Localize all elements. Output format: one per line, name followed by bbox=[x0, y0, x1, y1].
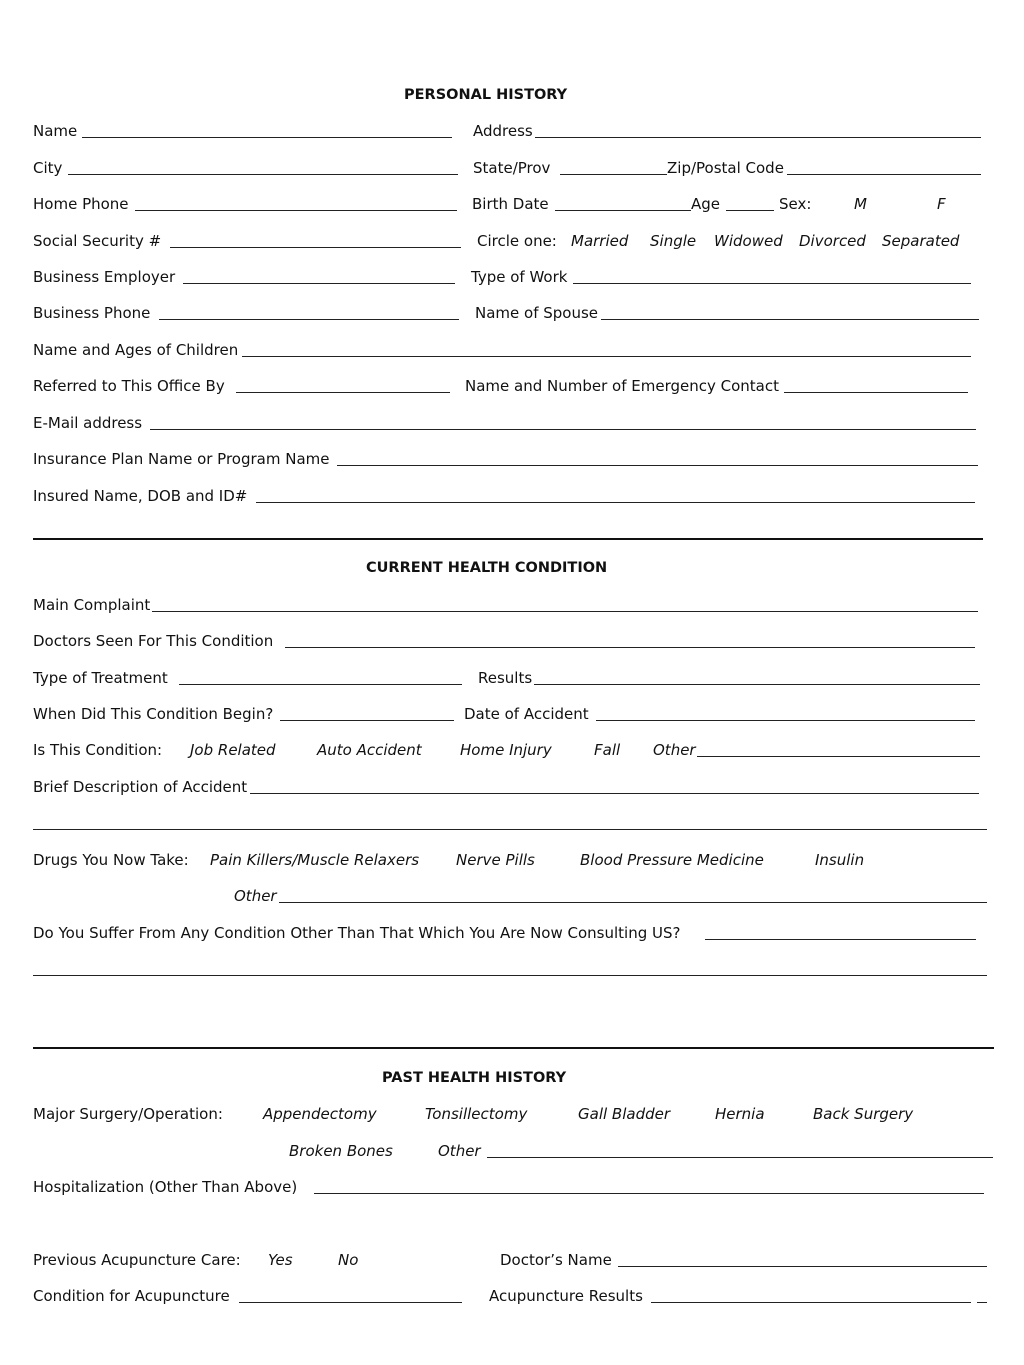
email-field[interactable] bbox=[150, 429, 976, 430]
surgery-option-back-surgery[interactable]: Back Surgery bbox=[813, 1105, 914, 1123]
section-divider bbox=[33, 538, 983, 540]
acupuncture-option-yes[interactable]: Yes bbox=[268, 1251, 293, 1269]
spouse-label: Name of Spouse bbox=[475, 304, 599, 322]
acupuncture-results-field[interactable] bbox=[651, 1302, 971, 1303]
drug-option-pain-killers[interactable]: Pain Killers/Muscle Relaxers bbox=[210, 851, 420, 869]
email-label: E-Mail address bbox=[33, 414, 143, 432]
marital-option-widowed[interactable]: Widowed bbox=[714, 232, 783, 250]
condition-option-home-injury[interactable]: Home Injury bbox=[460, 741, 552, 759]
doctors-name-label: Doctor’s Name bbox=[500, 1251, 612, 1269]
insurance-plan-label: Insurance Plan Name or Program Name bbox=[33, 450, 330, 468]
sex-label: Sex: bbox=[779, 195, 812, 213]
drugs-other-field[interactable] bbox=[279, 902, 987, 903]
city-label: City bbox=[33, 159, 63, 177]
circle-one-label: Circle one: bbox=[477, 232, 557, 250]
age-label: Age bbox=[691, 195, 721, 213]
when-begin-field[interactable] bbox=[280, 720, 454, 721]
employer-label: Business Employer bbox=[33, 268, 176, 286]
business-phone-label: Business Phone bbox=[33, 304, 151, 322]
children-field[interactable] bbox=[242, 356, 971, 357]
surgery-label: Major Surgery/Operation: bbox=[33, 1105, 223, 1123]
spouse-field[interactable] bbox=[601, 319, 979, 320]
zip-field[interactable] bbox=[787, 174, 981, 175]
children-label: Name and Ages of Children bbox=[33, 341, 239, 359]
hospitalization-field[interactable] bbox=[314, 1193, 984, 1194]
name-label: Name bbox=[33, 122, 78, 140]
insured-label: Insured Name, DOB and ID# bbox=[33, 487, 248, 505]
doctors-name-field[interactable] bbox=[618, 1266, 987, 1267]
suffer-other-field-line-2[interactable] bbox=[33, 975, 987, 976]
insured-field[interactable] bbox=[256, 502, 975, 503]
name-field[interactable] bbox=[82, 137, 452, 138]
condition-option-fall[interactable]: Fall bbox=[594, 741, 621, 759]
surgery-option-hernia[interactable]: Hernia bbox=[715, 1105, 765, 1123]
condition-acupuncture-field[interactable] bbox=[239, 1302, 462, 1303]
surgery-option-gall-bladder[interactable]: Gall Bladder bbox=[578, 1105, 671, 1123]
accident-date-field[interactable] bbox=[596, 720, 975, 721]
treatment-label: Type of Treatment bbox=[33, 669, 168, 687]
home-phone-label: Home Phone bbox=[33, 195, 129, 213]
type-of-work-label: Type of Work bbox=[471, 268, 568, 286]
sex-option-f[interactable]: F bbox=[937, 195, 946, 213]
treatment-field[interactable] bbox=[179, 684, 462, 685]
section-heading-past: PAST HEALTH HISTORY bbox=[382, 1070, 567, 1086]
condition-option-auto-accident[interactable]: Auto Accident bbox=[317, 741, 422, 759]
emergency-contact-field[interactable] bbox=[784, 392, 968, 393]
section-divider bbox=[33, 1047, 994, 1049]
drug-option-insulin[interactable]: Insulin bbox=[815, 851, 865, 869]
results-label: Results bbox=[478, 669, 533, 687]
hospitalization-label: Hospitalization (Other Than Above) bbox=[33, 1178, 298, 1196]
surgery-option-tonsillectomy[interactable]: Tonsillectomy bbox=[425, 1105, 528, 1123]
ssn-field[interactable] bbox=[170, 247, 461, 248]
suffer-other-label: Do You Suffer From Any Condition Other Than That Which You Are Now Consulting US? bbox=[33, 924, 681, 942]
drug-option-nerve-pills[interactable]: Nerve Pills bbox=[456, 851, 535, 869]
ssn-label: Social Security # bbox=[33, 232, 162, 250]
drugs-label: Drugs You Now Take: bbox=[33, 851, 189, 869]
age-field[interactable] bbox=[726, 210, 774, 211]
marital-option-married[interactable]: Married bbox=[571, 232, 629, 250]
when-begin-label: When Did This Condition Begin? bbox=[33, 705, 274, 723]
doctors-seen-label: Doctors Seen For This Condition bbox=[33, 632, 274, 650]
state-field[interactable] bbox=[560, 174, 667, 175]
referred-field[interactable] bbox=[236, 392, 450, 393]
referred-label: Referred to This Office By bbox=[33, 377, 225, 395]
condition-acupuncture-label: Condition for Acupuncture bbox=[33, 1287, 230, 1305]
suffer-other-field[interactable] bbox=[705, 939, 976, 940]
insurance-plan-field[interactable] bbox=[337, 465, 978, 466]
section-heading-personal: PERSONAL HISTORY bbox=[404, 87, 568, 103]
address-label: Address bbox=[473, 122, 533, 140]
drug-option-other[interactable]: Other bbox=[234, 887, 277, 905]
results-field[interactable] bbox=[534, 684, 980, 685]
city-field[interactable] bbox=[68, 174, 458, 175]
state-label: State/Prov bbox=[473, 159, 551, 177]
surgery-option-appendectomy[interactable]: Appendectomy bbox=[263, 1105, 377, 1123]
main-complaint-field[interactable] bbox=[152, 611, 978, 612]
prev-acupuncture-label: Previous Acupuncture Care: bbox=[33, 1251, 241, 1269]
condition-other-field[interactable] bbox=[697, 756, 980, 757]
surgery-option-other[interactable]: Other bbox=[438, 1142, 481, 1160]
surgery-option-broken-bones[interactable]: Broken Bones bbox=[289, 1142, 393, 1160]
doctors-seen-field[interactable] bbox=[285, 647, 975, 648]
section-heading-current: CURRENT HEALTH CONDITION bbox=[366, 560, 608, 576]
is-condition-label: Is This Condition: bbox=[33, 741, 163, 759]
acupuncture-results-label: Acupuncture Results bbox=[489, 1287, 643, 1305]
condition-option-other[interactable]: Other bbox=[653, 741, 696, 759]
brief-description-field-line-2[interactable] bbox=[33, 829, 987, 830]
marital-option-divorced[interactable]: Divorced bbox=[799, 232, 866, 250]
type-of-work-field[interactable] bbox=[573, 283, 971, 284]
surgery-other-field[interactable] bbox=[487, 1157, 993, 1158]
main-complaint-label: Main Complaint bbox=[33, 596, 151, 614]
acupuncture-option-no[interactable]: No bbox=[338, 1251, 359, 1269]
marital-option-single[interactable]: Single bbox=[650, 232, 697, 250]
address-field[interactable] bbox=[535, 137, 981, 138]
acupuncture-results-field-end[interactable] bbox=[977, 1302, 987, 1303]
brief-description-field[interactable] bbox=[250, 793, 979, 794]
home-phone-field[interactable] bbox=[135, 210, 457, 211]
emergency-contact-label: Name and Number of Emergency Contact bbox=[465, 377, 779, 395]
brief-description-label: Brief Description of Accident bbox=[33, 778, 248, 796]
sex-option-m[interactable]: M bbox=[854, 195, 867, 213]
marital-option-separated[interactable]: Separated bbox=[882, 232, 960, 250]
zip-label: Zip/Postal Code bbox=[667, 159, 784, 177]
birth-date-label: Birth Date bbox=[472, 195, 549, 213]
drug-option-bp-medicine[interactable]: Blood Pressure Medicine bbox=[580, 851, 764, 869]
birth-date-field[interactable] bbox=[555, 210, 691, 211]
employer-field[interactable] bbox=[183, 283, 455, 284]
accident-date-label: Date of Accident bbox=[464, 705, 589, 723]
condition-option-job-related[interactable]: Job Related bbox=[190, 741, 276, 759]
business-phone-field[interactable] bbox=[159, 319, 459, 320]
